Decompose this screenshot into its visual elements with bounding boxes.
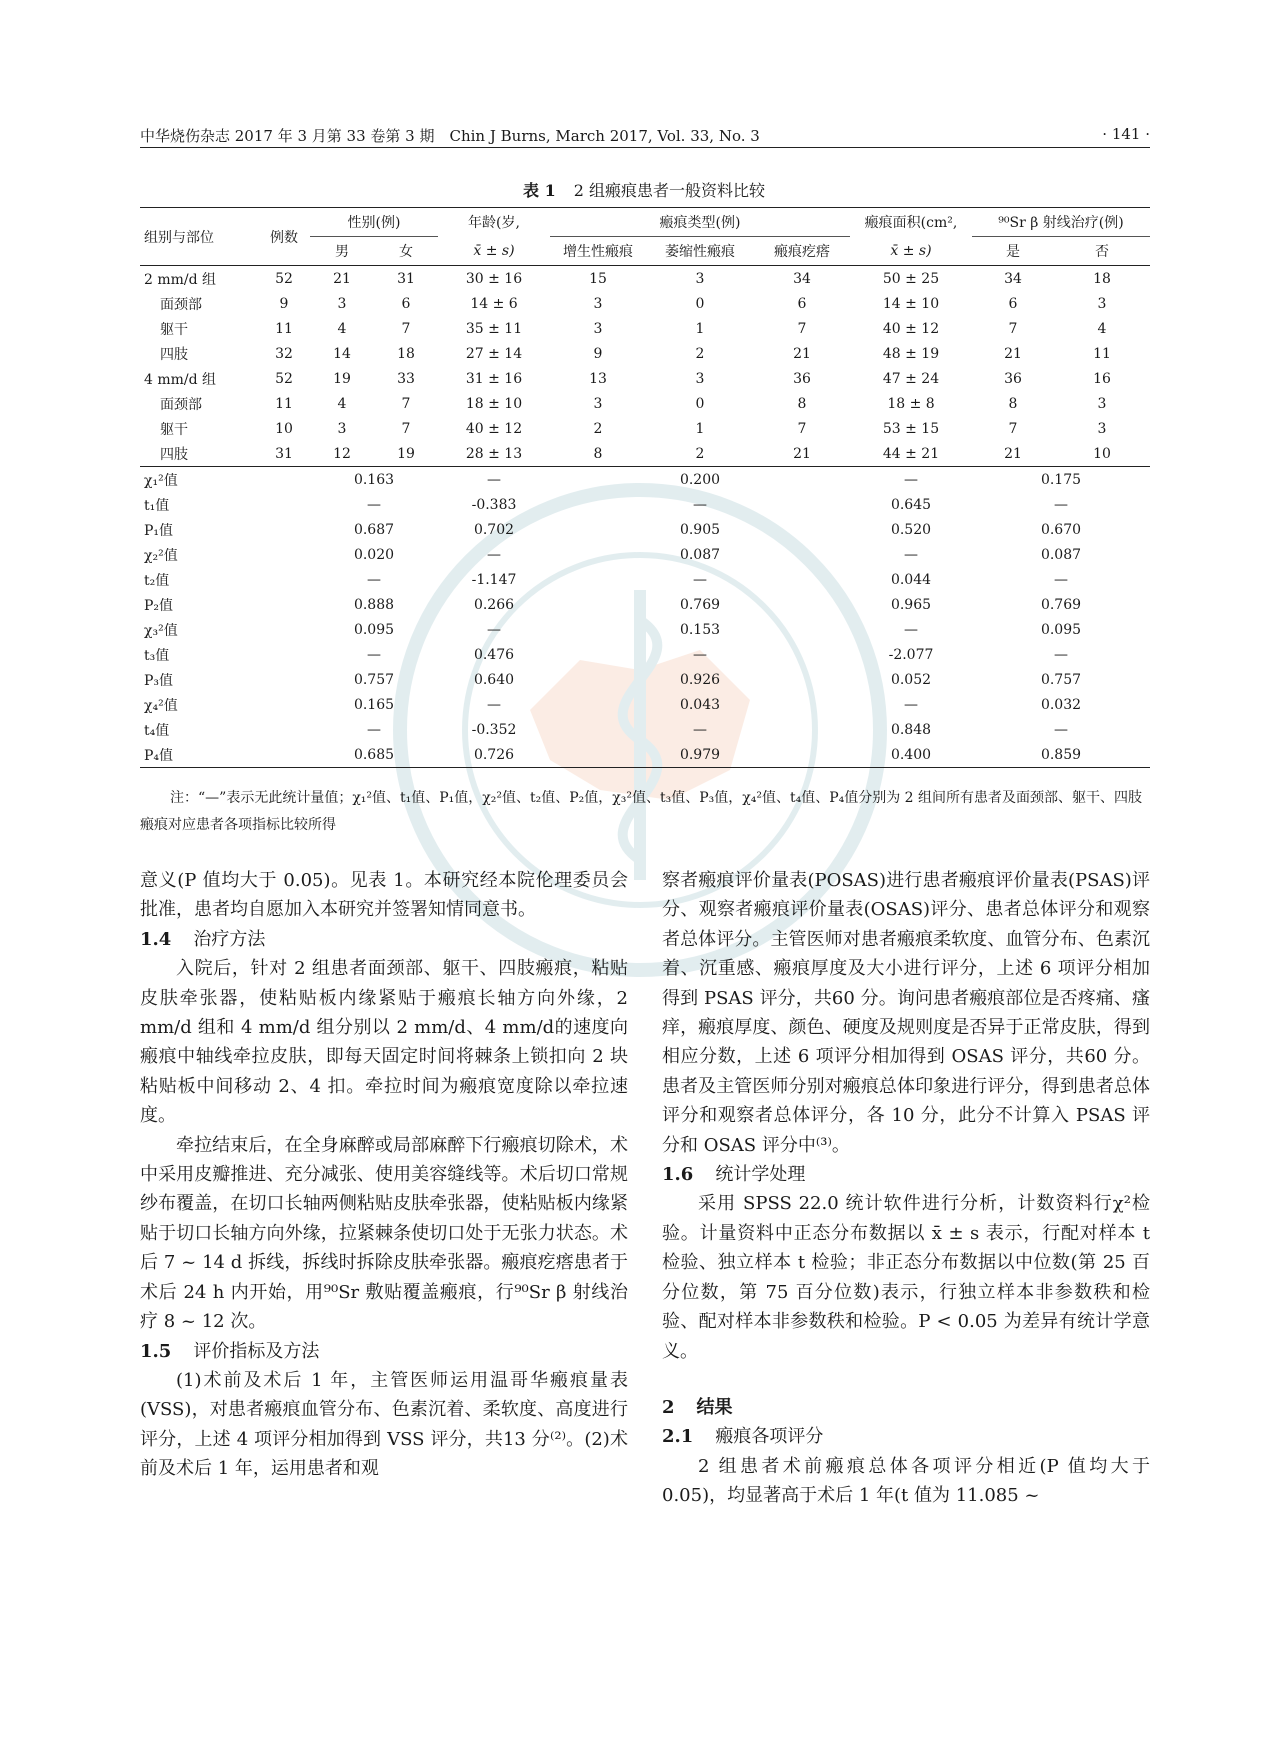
table-cell: 27 ± 14 (465, 345, 523, 362)
stat-row (140, 517, 1150, 542)
table-cell: 0.476 (473, 646, 515, 663)
stat-row (140, 467, 1150, 493)
table-cell: 1 (695, 320, 705, 337)
table-cell: 16 (1093, 370, 1111, 387)
header-no: 否 (1054, 237, 1150, 266)
paragraph: 察者瘢痕评价量表(POSAS)进行患者瘢痕评价量表(PSAS)评分、观察者瘢痕评价量表(OSAS)评分、患者总体评分和观察者总体评分。主管医师对患者瘢痕柔软度、血管分布、色素沉着、沉重感、瘢痕厚度及大小进行评分，上述 6 项评分相加得到 PSAS 评分，共60 分。询问患者瘢痕部位是否疼痛、瘙痒，瘢痕厚度、颜色、硬度及规则度是否异于正常皮肤，得到相应分数，上述 6 项评分相加得到 OSAS 评分，共60 分。患者及主管医师分别对瘢痕总体印象进行评分，得到患者总体评分和观察者总体评分，各 10 分，此分不计算入 PSAS 评分和 OSAS 评分中⁽³⁾。 (662, 870, 1150, 1156)
table-row (140, 266, 1150, 292)
table-cell: 0.032 (1040, 696, 1082, 713)
table-cell: 21 (1004, 445, 1022, 462)
table-cell: 31 ± 16 (465, 370, 523, 387)
table-cell: — (367, 496, 381, 513)
stat-row (140, 667, 1150, 692)
table-cell: — (693, 571, 707, 588)
table-cell: 0.153 (679, 621, 721, 638)
table-cell: — (367, 721, 381, 738)
header-sr: ⁹⁰Sr β 射线治疗(例) (972, 208, 1150, 237)
section-heading (662, 1160, 1150, 1189)
table-cell: 4 mm/d 组 (144, 371, 217, 388)
table-cell: 14 ± 6 (470, 295, 518, 312)
table-cell: P₂值 (144, 597, 174, 614)
table-cell: 0.769 (1040, 596, 1082, 613)
stat-row (140, 567, 1150, 592)
data-table (140, 207, 1150, 768)
table-cell: 4 (337, 395, 347, 412)
table-row (140, 291, 1150, 316)
table-cell: 34 (793, 270, 811, 287)
table-cell: χ₂²值 (144, 547, 178, 564)
stat-row (140, 642, 1150, 667)
table-cell: — (693, 646, 707, 663)
header-group: 组别与部位 (140, 208, 258, 266)
table-cell: — (1054, 721, 1068, 738)
table-cell: 3 (593, 295, 603, 312)
running-header (140, 123, 1150, 148)
table-cell: 18 (397, 345, 415, 362)
table-row (140, 441, 1150, 467)
table-cell: 0.087 (679, 546, 721, 563)
table-cell: 面颈部 (160, 396, 202, 413)
table-cell: 11 (1093, 345, 1111, 362)
table-cell: 6 (797, 295, 807, 312)
section-heading (140, 925, 628, 954)
table-cell: 18 (1093, 270, 1111, 287)
section-title: 统计学处理 (715, 1164, 806, 1186)
table-cell: 52 (275, 270, 293, 287)
stat-row (140, 692, 1150, 717)
table-cell: — (487, 696, 501, 713)
table-cell: 14 (333, 345, 351, 362)
section-number: 1.6 (662, 1164, 694, 1186)
table-cell: 8 (1008, 395, 1018, 412)
table-cell: 0.044 (890, 571, 932, 588)
section-number: 1.5 (140, 1340, 172, 1362)
table-cell: 35 ± 11 (465, 320, 523, 337)
header-age: 年龄(岁, (438, 208, 550, 237)
table-cell: 3 (1097, 395, 1107, 412)
table-cell: P₃值 (144, 672, 174, 689)
table-cell: — (1054, 646, 1068, 663)
table-cell: 0 (695, 295, 705, 312)
table-cell: 4 (1097, 320, 1107, 337)
right-column (662, 866, 1150, 1511)
table-cell: 0.905 (679, 521, 721, 538)
table-cell: 9 (593, 345, 603, 362)
stat-row (140, 717, 1150, 742)
section-number: 2.1 (662, 1426, 694, 1448)
table-row (140, 366, 1150, 391)
table-cell: 3 (337, 420, 347, 437)
table-cell: 15 (589, 270, 607, 287)
table-cell: 3 (1097, 420, 1107, 437)
paragraph: (1)术前及术后 1 年，主管医师运用温哥华瘢痕量表(VSS)，对患者瘢痕血管分布、色素沉着、柔软度、高度进行评分，上述 4 项评分相加得到 VSS 评分，共13 分⁽²⁾。(2)术前及术后 1 年，运用患者和观 (140, 1369, 628, 1480)
table-cell: 0.266 (473, 596, 515, 613)
table-cell: 19 (397, 445, 415, 462)
table-cell: 7 (401, 320, 411, 337)
table-cell: 2 mm/d 组 (144, 271, 217, 288)
table-cell: 0.685 (310, 742, 438, 768)
table-cell: χ₃²值 (144, 622, 178, 639)
header-area: 瘢痕面积(cm², (850, 208, 972, 237)
table-cell: 0.087 (1040, 546, 1082, 563)
table-cell: 28 ± 13 (465, 445, 523, 462)
table-row (140, 391, 1150, 416)
table-cell: 21 (793, 345, 811, 362)
paragraph: 采用 SPSS 22.0 统计软件进行分析，计数资料行χ²检验。计量资料中正态分布数据以 x̄ ± s 表示，行配对样本 t 检验、独立样本 t 检验；非正态分布数据以中位数(第 25 百分位数，第 75 百分位数)表示，行独立样本非参数秩和检验、配对样本非参数秩和检验。P < 0.05 为差异有统计学意义。 (662, 1193, 1150, 1362)
table-cell: — (438, 467, 550, 493)
table-cell: 31 (397, 270, 415, 287)
table-cell: 躯干 (160, 421, 188, 438)
table-cell: — (367, 646, 381, 663)
table-cell: 9 (279, 295, 289, 312)
table-label: 表 1 (523, 181, 556, 200)
table-cell: 3 (337, 295, 347, 312)
table-cell: χ₁²值 (140, 467, 310, 493)
table-cell: 53 ± 15 (882, 420, 940, 437)
table-cell: 7 (401, 420, 411, 437)
table-cell: 18 ± 10 (465, 395, 523, 412)
table-cell: t₄值 (144, 722, 170, 739)
table-cell: 2 (695, 345, 705, 362)
paragraph: 意义(P 值均大于 0.05)。见表 1。本研究经本院伦理委员会批准，患者均自愿加入本研究并签署知情同意书。 (140, 870, 628, 921)
table-cell: 7 (401, 395, 411, 412)
table-cell: 躯干 (160, 321, 188, 338)
table-cell: 6 (1008, 295, 1018, 312)
table-title (0, 178, 1288, 201)
header-keloid: 瘢痕疙瘩 (754, 237, 850, 266)
table-cell: 0.702 (473, 521, 515, 538)
table-cell: 0.200 (550, 467, 850, 493)
table-cell: 6 (401, 295, 411, 312)
left-column (140, 866, 628, 1484)
page-number: · 141 · (1102, 125, 1150, 143)
table-cell: -2.077 (888, 646, 934, 663)
header-female: 女 (374, 237, 438, 266)
table-cell: — (693, 721, 707, 738)
table-cell: 2 (695, 445, 705, 462)
table-cell: 0.726 (438, 742, 550, 768)
table-cell: 3 (695, 270, 705, 287)
table-cell: — (693, 496, 707, 513)
section-title: 治疗方法 (193, 928, 266, 950)
table-cell: -0.383 (471, 496, 517, 513)
header-atrophic: 萎缩性瘢痕 (646, 237, 754, 266)
header-male: 男 (310, 237, 374, 266)
table-cell: 3 (593, 395, 603, 412)
table-cell: 4 (337, 320, 347, 337)
header-age-unit: x̄ ± s) (438, 237, 550, 266)
table-cell: 50 ± 25 (882, 270, 940, 287)
table-cell: P₄值 (140, 742, 310, 768)
table-cell: 36 (793, 370, 811, 387)
table-row (140, 316, 1150, 341)
table-cell: 0.848 (890, 721, 932, 738)
table-cell: P₁值 (144, 522, 174, 539)
table-cell: 7 (797, 320, 807, 337)
table-cell: 0.020 (353, 546, 395, 563)
stat-row (140, 542, 1150, 567)
table-cell: — (904, 621, 918, 638)
table-cell: 0.757 (353, 671, 395, 688)
table-cell: 0.163 (310, 467, 438, 493)
table-cell: 19 (333, 370, 351, 387)
table-cell: 18 ± 8 (887, 395, 935, 412)
table-cell: — (487, 546, 501, 563)
section-heading (662, 1393, 1150, 1422)
table-cell: 30 ± 16 (465, 270, 523, 287)
section-number: 1.4 (140, 928, 172, 950)
table-cell: -0.352 (471, 721, 517, 738)
table-cell: 21 (793, 445, 811, 462)
table-cell: 0 (695, 395, 705, 412)
table-cell: 40 ± 12 (882, 320, 940, 337)
table-cell: 52 (275, 370, 293, 387)
table-cell: — (1054, 496, 1068, 513)
table-cell: 四肢 (160, 446, 188, 463)
table-row (140, 341, 1150, 366)
table-cell: 14 ± 10 (882, 295, 940, 312)
table-cell: 36 (1004, 370, 1022, 387)
table-cell: 44 ± 21 (882, 445, 940, 462)
section-title: 结果 (696, 1396, 733, 1418)
table-cell: 8 (593, 445, 603, 462)
table-cell: 12 (333, 445, 351, 462)
table-cell: 7 (797, 420, 807, 437)
table-cell: — (367, 571, 381, 588)
table-cell: 3 (695, 370, 705, 387)
table-cell: 21 (1004, 345, 1022, 362)
table-cell: 0.175 (972, 467, 1150, 493)
table-cell: 2 (593, 420, 603, 437)
paragraph: 2 组患者术前瘢痕总体各项评分相近(P 值均大于 0.05)，均显著高于术后 1 年(t 值为 11.085 ~ (662, 1455, 1150, 1507)
section-title: 评价指标及方法 (193, 1340, 320, 1362)
table-cell: 48 ± 19 (882, 345, 940, 362)
table-cell: 0.043 (679, 696, 721, 713)
table-cell: 0.095 (353, 621, 395, 638)
table-cell: 0.670 (1040, 521, 1082, 538)
table-cell: 0.859 (972, 742, 1150, 768)
table-cell: — (904, 696, 918, 713)
header-area-unit: x̄ ± s) (850, 237, 972, 266)
table-cell: 47 ± 24 (882, 370, 940, 387)
table-cell: t₁值 (144, 497, 170, 514)
table-cell: 1 (695, 420, 705, 437)
table-cell: 四肢 (160, 346, 188, 363)
table-cell: 0.926 (679, 671, 721, 688)
table-cell: 0.400 (850, 742, 972, 768)
table-cell: 31 (275, 445, 293, 462)
table-cell: 3 (1097, 295, 1107, 312)
paragraph: 入院后，针对 2 组患者面颈部、躯干、四肢瘢痕，粘贴皮肤牵张器，使粘贴板内缘紧贴于瘢痕长轴方向外缘，2 mm/d 组和 4 mm/d 组分别以 2 mm/d、4 mm/d的速度向瘢痕中轴线牵拉皮肤，即每天固定时间将棘条上锁扣向 2 块粘贴板中间移动 2、4 扣。牵拉时间为瘢痕宽度除以牵拉速度。 (140, 958, 628, 1127)
header-cases: 例数 (258, 208, 310, 266)
table-cell: 面颈部 (160, 296, 202, 313)
table-cell: χ₄²值 (144, 697, 178, 714)
table-caption: 2 组瘢痕患者一般资料比较 (573, 181, 765, 200)
table-cell: 7 (1008, 320, 1018, 337)
header-hyper: 增生性瘢痕 (550, 237, 646, 266)
table-cell: 0.165 (353, 696, 395, 713)
table-cell: 0.769 (679, 596, 721, 613)
table-cell: 32 (275, 345, 293, 362)
table-row (140, 416, 1150, 441)
table-cell: 11 (275, 395, 293, 412)
stat-row (140, 617, 1150, 642)
table-cell: 0.052 (890, 671, 932, 688)
table-cell: 3 (593, 320, 603, 337)
paragraph: 牵拉结束后，在全身麻醉或局部麻醉下行瘢痕切除术，术中采用皮瓣推进、充分减张、使用美容缝线等。术后切口常规纱布覆盖，在切口长轴两侧粘贴皮肤牵张器，使粘贴板内缘紧贴于切口长轴方向外缘，拉紧棘条使切口处于无张力状态。术后 7 ~ 14 d 拆线，拆线时拆除皮肤牵张器。瘢痕疙瘩患者于术后 24 h 内开始，用⁹⁰Sr 敷贴覆盖瘢痕，行⁹⁰Sr β 射线治疗 8 ~ 12 次。 (140, 1134, 628, 1333)
header-sex: 性别(例) (310, 208, 438, 237)
table-cell: 11 (275, 320, 293, 337)
table-cell: 33 (397, 370, 415, 387)
table-cell: 8 (797, 395, 807, 412)
table-cell: 0.888 (353, 596, 395, 613)
table-cell: t₃值 (144, 647, 170, 664)
table-cell: 0.095 (1040, 621, 1082, 638)
stat-row (140, 742, 1150, 768)
section-heading (662, 1422, 1150, 1451)
table-cell: — (850, 467, 972, 493)
header-scar-type: 瘢痕类型(例) (550, 208, 850, 237)
table-cell: 7 (1008, 420, 1018, 437)
table-cell: — (904, 546, 918, 563)
table-cell: — (1054, 571, 1068, 588)
table-cell: 0.687 (353, 521, 395, 538)
table-cell: — (487, 621, 501, 638)
table-cell: 0.965 (890, 596, 932, 613)
table-cell: t₂值 (144, 572, 170, 589)
section-title: 瘢痕各项评分 (715, 1426, 824, 1448)
table-cell: 0.645 (890, 496, 932, 513)
section-heading (140, 1337, 628, 1366)
table-cell: 0.520 (890, 521, 932, 538)
table-cell: 10 (1093, 445, 1111, 462)
table-cell: 13 (589, 370, 607, 387)
table-cell: 0.979 (550, 742, 850, 768)
table-cell: 10 (275, 420, 293, 437)
table-cell: 40 ± 12 (465, 420, 523, 437)
table-cell: 21 (333, 270, 351, 287)
stat-row (140, 592, 1150, 617)
section-number: 2 (662, 1396, 675, 1418)
stat-row (140, 492, 1150, 517)
table-cell: 0.757 (1040, 671, 1082, 688)
table-cell: 34 (1004, 270, 1022, 287)
table-cell: -1.147 (471, 571, 517, 588)
table-note: 注：“—”表示无此统计量值；χ₁²值、t₁值、P₁值，χ₂²值、t₂值、P₂值，χ₃²值、t₃值、P₃值，χ₄²值、t₄值、P₄值分别为 2 组间所有患者及面颈部、躯干、四肢瘢痕对应患者各项指标比较所得 (140, 790, 1143, 833)
header-yes: 是 (972, 237, 1054, 266)
table-cell: 0.640 (473, 671, 515, 688)
journal-info: 中华烧伤杂志 2017 年 3 月第 33 卷第 3 期 Chin J Burns, March 2017, Vol. 33, No. 3 (140, 127, 760, 145)
